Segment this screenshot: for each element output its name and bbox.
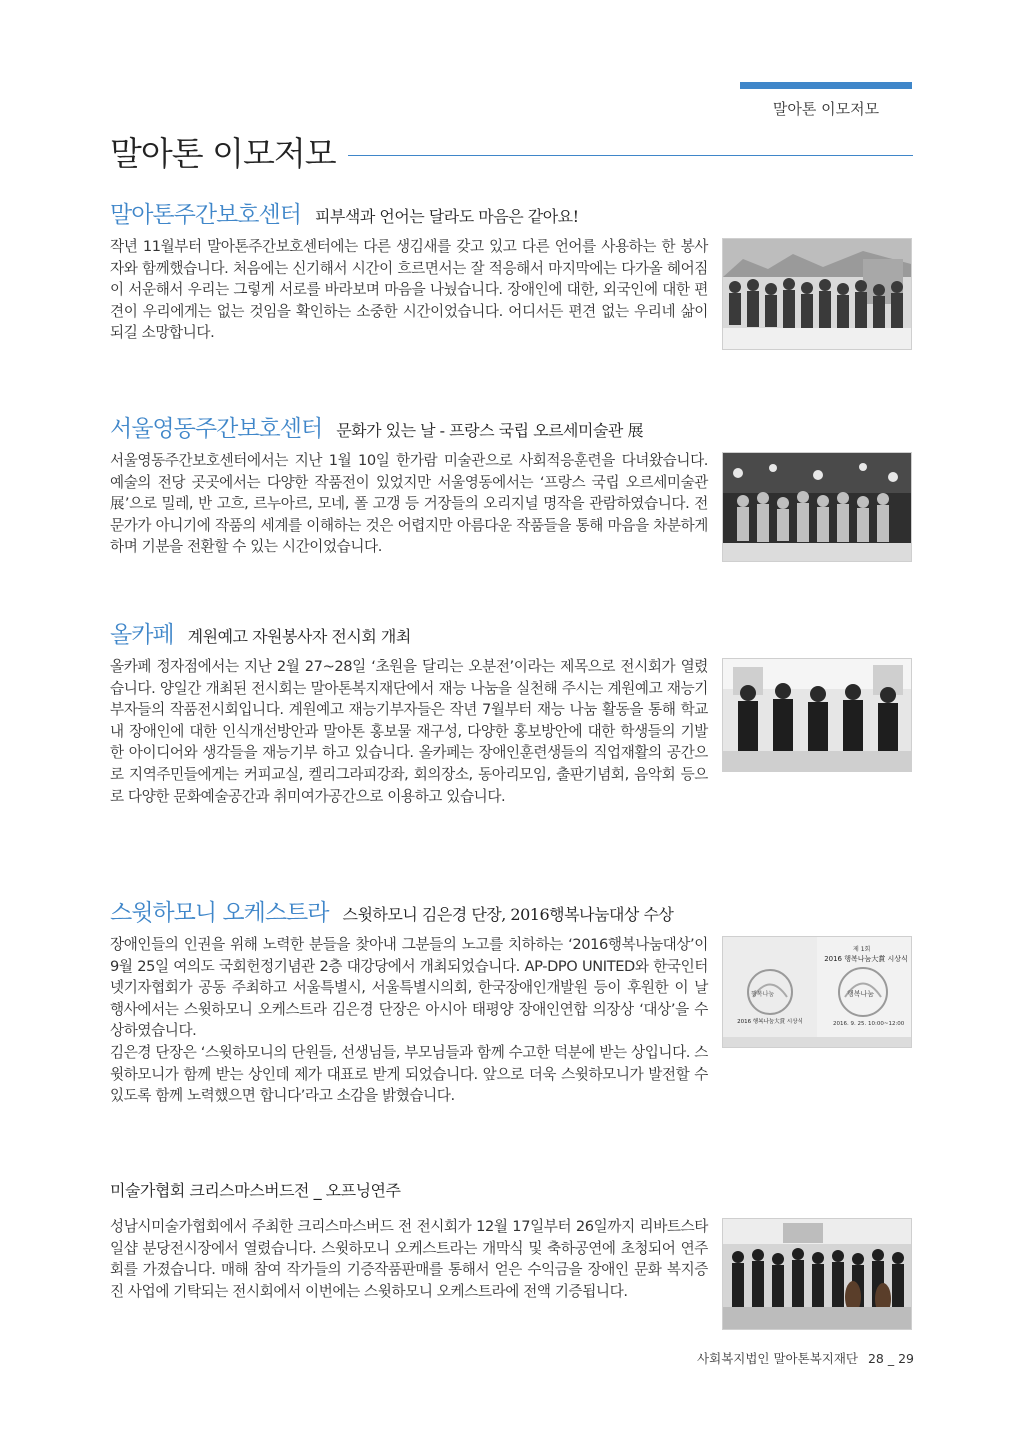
section-body: [110, 450, 912, 558]
poster-title-left: 2016 행복나눔大賞 시상식: [737, 1019, 803, 1025]
section-yeongdong-daycare: [110, 410, 912, 558]
section-subtitle: 피부색과 언어는 달라도 마음은 같아요!: [314, 207, 579, 226]
group-photo: [722, 238, 912, 350]
paragraph: 장애인들의 인권을 위해 노력한 분들을 찾아내 그분들의 노고를 치하하는 ‘2016행복나눔대상’이 9월 25일 여의도 국회헌정기념관 2층 대강당에서 개최되었습니다. AP-DPO UNITED와 한국인터넷기자협회가 공동 주최하고 서울특별시, 서울특별시의회, 한국장애인개발원 등이 후원한 이 날 행사에서는 스윗하모니 오케스트라 김은경 단장은 아시아 태평양 장애인연합 의장상 ‘대상’을 수상하였습니다.: [110, 936, 708, 1040]
section-sweet-harmony: [110, 894, 912, 1107]
section-subtitle: 문화가 있는 날 - 프랑스 국립 오르세미술관 展: [336, 421, 643, 440]
title-divider: [348, 155, 913, 156]
paragraph: 김은경 단장은 ‘스윗하모니의 단원들, 선생님들, 부모님들과 함께 수고한 덕분에 받는 상입니다. 스윗하모니가 함께 받는 상인데 제가 대표로 받게 되었습니다. 앞으로 더욱 스윗하모니가 발전할 수 있도록 함께 노력했으면 합니다’라고 소감을 밝혔습니다.: [110, 1043, 708, 1105]
footer-org: 사회복지법인 말아톤복지재단: [697, 1351, 858, 1366]
award-poster-photo: [722, 936, 912, 1048]
section-heading: [110, 616, 912, 656]
section-text: [110, 934, 708, 1107]
section-name: 말아톤주간보호센터: [110, 202, 301, 228]
section-body: [110, 656, 912, 807]
section-heading: [110, 196, 912, 236]
paragraph: 작년 11월부터 말아톤주간보호센터에는 다른 생김새를 갖고 있고 다른 언어를 사용하는 한 봉사자와 함께했습니다. 처음에는 신기해서 시간이 흐르면서는 잘 적응해서 마지막에는 다가올 헤어짐이 서운해서 우리는 그렇게 서로를 바라보며 마음을 나눴습니다. 장애인에 대한, 외국인에 대한 편견이 우리에게는 없는 것임을 확인하는 소중한 시간이었습니다. 어디서든 편견 없는 우리네 삶이 되길 소망합니다.: [110, 238, 708, 342]
paragraph: 올카페 정자점에서는 지난 2월 27~28일 ‘초원을 달리는 오분전’이라는 제목으로 전시회가 열렸습니다. 양일간 개최된 전시회는 말아톤복지재단에서 재능 나눔을 실천해 주시는 계원예고 재능기부자들의 작품전시회입니다. 계원예고 재능기부자들은 작년 7월부터 재능 나눔 활동을 통해 학교 내 장애인에 대한 인식개선방안과 말아톤 홍보물 재구성, 다양한 홍보방안에 대한 학생들의 기발한 아이디어와 생각들을 재능기부 하고 있습니다. 올카페는 장애인훈련생들의 직업재활의 공간으로 지역주민들에게는 커피교실, 켈리그라피강좌, 회의장소, 동아리모임, 출판기념회, 음악회 등으로 다양한 문화예술공간과 취미여가공간으로 이용하고 있습니다.: [110, 658, 708, 805]
section-subtitle: 미술가협회 크리스마스버드전 _ 오프닝연주: [110, 1181, 401, 1200]
students-photo: [722, 658, 912, 772]
page-footer: [697, 1349, 914, 1367]
poster-date: 2016. 9. 25. 10:00~12:00: [833, 1021, 905, 1027]
section-text: [110, 1216, 708, 1302]
section-heading: [110, 1178, 912, 1216]
section-body: [110, 236, 912, 344]
section-heading: [110, 410, 912, 450]
header-tab-bar: [740, 82, 912, 89]
poster-emblem-left: 행복나눔: [751, 991, 775, 998]
orchestra-photo: [722, 1218, 912, 1330]
section-name: 올카페: [110, 622, 174, 648]
section-maraton-daycare: [110, 196, 912, 344]
section-allcafe: [110, 616, 912, 807]
poster-title-right: 2016 행복나눔大賞 시상식: [824, 955, 908, 963]
header-tab-label: 말아톤 이모저모: [772, 100, 880, 118]
group-photo: [722, 452, 912, 562]
section-body: [110, 934, 912, 1107]
section-christmas-bird-exhibition: [110, 1178, 912, 1302]
section-subtitle: 계원예고 자원봉사자 전시회 개최: [187, 627, 411, 646]
section-name: 서울영동주간보호센터: [110, 416, 323, 442]
section-heading: [110, 894, 912, 934]
section-text: [110, 656, 708, 807]
paragraph: 서울영동주간보호센터에서는 지난 1월 10일 한가람 미술관으로 사회적응훈련을 다녀왔습니다. 예술의 전당 곳곳에서는 다양한 작품전이 있었지만 서울영동에서는 ‘프랑스 국립 오르세미술관 展’으로 밀레, 반 고흐, 르누아르, 모네, 폴 고갱 등 거장들의 오리지널 명작을 관람하였습니다. 전문가가 아니기에 작품의 세계를 이해하는 것은 어렵지만 아름다운 작품들을 통해 마음을 차분하게 하며 기분을 전환할 수 있는 시간이었습니다.: [110, 452, 708, 556]
section-body: [110, 1216, 912, 1302]
page-title: 말아톤 이모저모: [110, 134, 336, 173]
paragraph: 성남시미술가협회에서 주최한 크리스마스버드 전 전시회가 12월 17일부터 26일까지 리바트스타일샵 분당전시장에서 열렸습니다. 스윗하모니 오케스트라는 개막식 및 축하공연에 초청되어 연주회를 가졌습니다. 매해 참여 작가들의 기증작품판매를 통해서 얻은 수익금을 장애인 문화 복지증진 사업에 기탁되는 전시회에서 이번에는 스윗하모니 오케스트라에 전액 기증됩니다.: [110, 1218, 708, 1300]
section-subtitle: 스윗하모니 김은경 단장, 2016행복나눔대상 수상: [342, 905, 674, 924]
section-name: 스윗하모니 오케스트라: [110, 900, 329, 926]
poster-edition: 제 1회: [853, 946, 871, 953]
poster-emblem-right: 행복나눔: [847, 990, 875, 998]
footer-page-numbers: 28 _ 29: [867, 1351, 914, 1366]
section-text: [110, 450, 708, 558]
section-text: [110, 236, 708, 344]
